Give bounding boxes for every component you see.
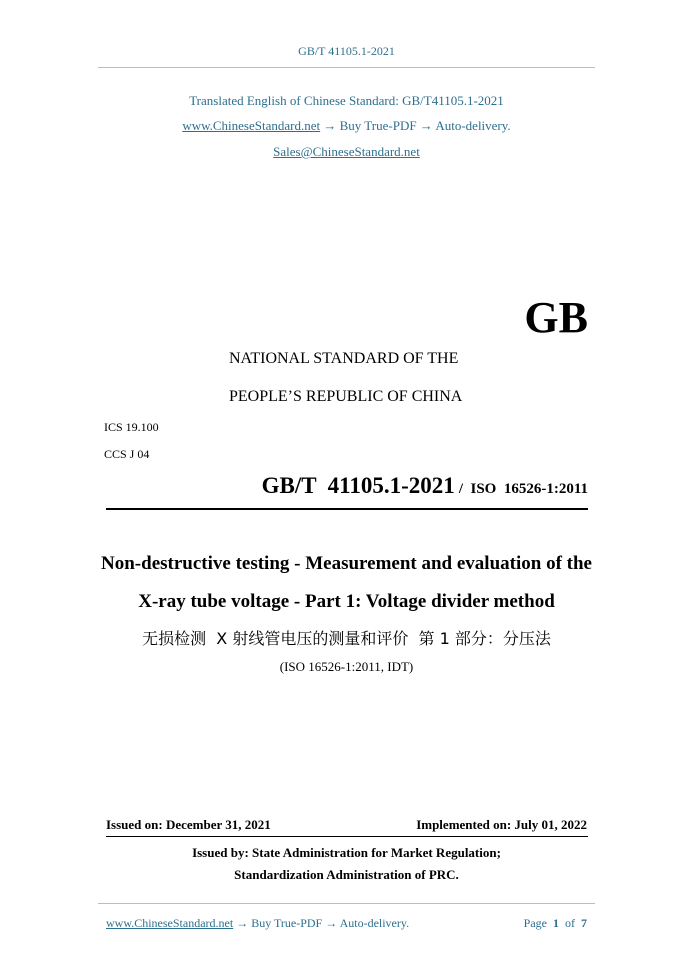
buy-line bbox=[0, 118, 693, 134]
iso-equivalent: / ISO 16526-1:2011 bbox=[458, 481, 588, 497]
page-indicator bbox=[524, 916, 587, 931]
national-standard-line2: PEOPLE’S REPUBLIC OF CHINA bbox=[229, 388, 463, 405]
issued-by-line1: Issued by: State Administration for Market Regulation; bbox=[192, 845, 501, 860]
email-link[interactable]: Sales@ChineseStandard.net bbox=[273, 144, 420, 159]
page-label: Page bbox=[523, 916, 547, 930]
page-current: 1 bbox=[553, 916, 559, 930]
national-standard-line1: NATIONAL STANDARD OF THE bbox=[229, 350, 459, 367]
standard-number-line bbox=[262, 473, 588, 499]
ccs-code: CCS J 04 bbox=[104, 447, 150, 461]
header-divider bbox=[98, 67, 595, 68]
footer-site-link[interactable]: www.ChineseStandard.net bbox=[106, 916, 234, 930]
standard-number: GB/T 41105.1-2021 bbox=[261, 473, 455, 498]
footer-buy-text: → Buy True-PDF → Auto-delivery. bbox=[236, 916, 410, 930]
email-line bbox=[0, 144, 693, 160]
site-link[interactable]: www.ChineseStandard.net bbox=[182, 118, 321, 133]
issued-by-line2: Standardization Administration of PRC. bbox=[234, 867, 459, 882]
title-en-line2: X-ray tube voltage - Part 1: Voltage divider method bbox=[138, 591, 555, 612]
footer-buy-line bbox=[106, 916, 409, 931]
standard-number-rule bbox=[106, 508, 588, 510]
issued-on: Issued on: December 31, 2021 bbox=[106, 817, 271, 832]
title-cn: 无损检测 X 射线管电压的测量和评价 第 1 部分：分压法 bbox=[142, 629, 551, 648]
iso-idt: (ISO 16526-1:2011, IDT) bbox=[279, 659, 414, 674]
header-title: GB/T 41105.1-2021 bbox=[298, 44, 395, 58]
page-total: 7 bbox=[581, 916, 587, 930]
buy-text: → Buy True-PDF → Auto-delivery. bbox=[323, 118, 511, 133]
page-of: of bbox=[565, 916, 575, 930]
footer-divider bbox=[98, 903, 595, 904]
gb-logo: GB bbox=[524, 293, 588, 342]
title-en-line1: Non-destructive testing - Measurement and evaluation of the bbox=[101, 553, 592, 574]
ics-code: ICS 19.100 bbox=[104, 420, 159, 434]
translated-line: Translated English of Chinese Standard: GB/T41105.1-2021 bbox=[189, 93, 504, 108]
implemented-on: Implemented on: July 01, 2022 bbox=[416, 817, 587, 832]
issued-rule bbox=[106, 836, 588, 837]
